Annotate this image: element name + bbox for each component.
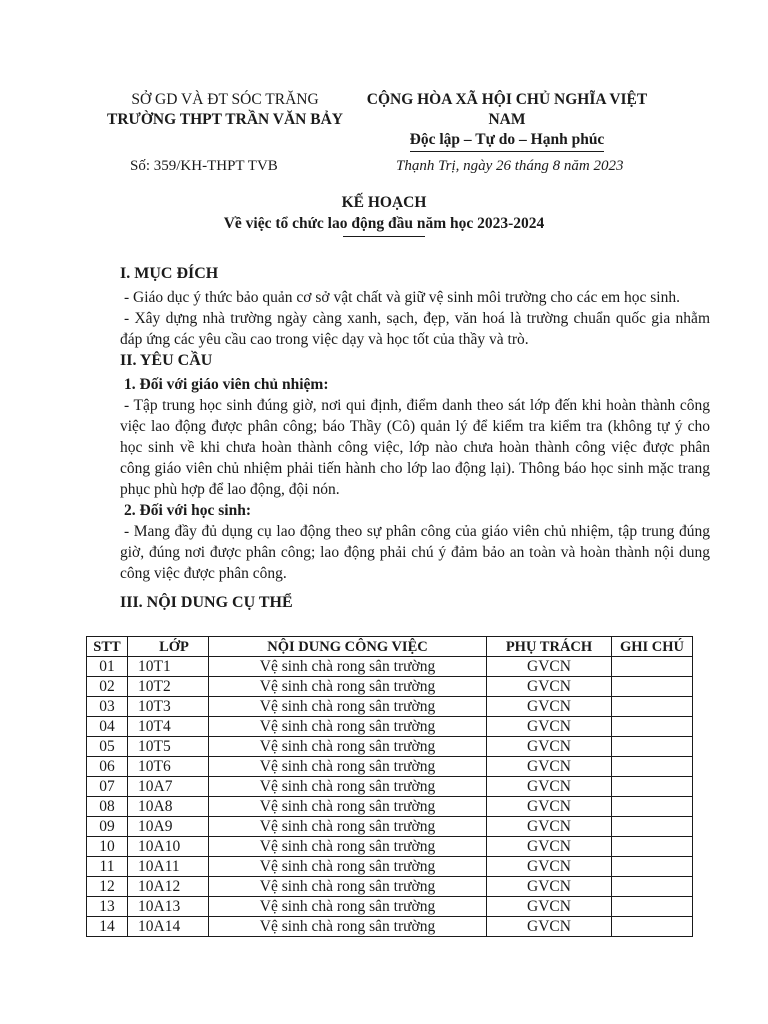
table-row: [87, 857, 693, 877]
assignment-table: [86, 636, 693, 937]
header-stt: STT: [87, 637, 128, 657]
row-notes: [612, 817, 693, 837]
row-notes: [612, 837, 693, 857]
row-stt: 10: [87, 837, 128, 857]
table-row: [87, 817, 693, 837]
row-notes: [612, 897, 693, 917]
row-in-charge: GVCN: [487, 717, 612, 737]
place-date: Thạnh Trị, ngày 26 tháng 8 năm 2023: [396, 158, 624, 174]
document-body: [120, 263, 710, 613]
table-row: [87, 757, 693, 777]
table-row: [87, 777, 693, 797]
row-in-charge: GVCN: [487, 697, 612, 717]
title-line-2: Về việc tổ chức lao động đầu năm học 2023-2024: [223, 215, 545, 232]
row-task: Vệ sinh chà rong sân trường: [209, 677, 487, 697]
row-stt: 12: [87, 877, 128, 897]
row-notes: [612, 657, 693, 677]
row-stt: 14: [87, 917, 128, 937]
row-in-charge: GVCN: [487, 757, 612, 777]
org-department: SỞ GD VÀ ĐT SÓC TRĂNG: [131, 91, 319, 108]
row-in-charge: GVCN: [487, 917, 612, 937]
row-task: Vệ sinh chà rong sân trường: [209, 837, 487, 857]
row-in-charge: GVCN: [487, 657, 612, 677]
header-in-charge: PHỤ TRÁCH: [487, 637, 612, 657]
org-school: TRƯỜNG THPT TRẦN VĂN BẢY: [107, 111, 343, 128]
issuing-organization: [90, 90, 360, 130]
row-class: 10A11: [128, 857, 209, 877]
row-stt: 07: [87, 777, 128, 797]
table-header-row: [87, 637, 693, 657]
row-in-charge: GVCN: [487, 817, 612, 837]
table-row: [87, 797, 693, 817]
row-class: 10T6: [128, 757, 209, 777]
table-row: [87, 677, 693, 697]
row-in-charge: GVCN: [487, 777, 612, 797]
row-class: 10A8: [128, 797, 209, 817]
row-task: Vệ sinh chà rong sân trường: [209, 697, 487, 717]
row-stt: 01: [87, 657, 128, 677]
row-task: Vệ sinh chà rong sân trường: [209, 897, 487, 917]
row-stt: 06: [87, 757, 128, 777]
row-in-charge: GVCN: [487, 677, 612, 697]
row-in-charge: GVCN: [487, 857, 612, 877]
row-in-charge: GVCN: [487, 797, 612, 817]
row-notes: [612, 717, 693, 737]
row-notes: [612, 877, 693, 897]
table-body: [87, 657, 693, 937]
table-row: [87, 737, 693, 757]
row-class: 10A9: [128, 817, 209, 837]
row-stt: 13: [87, 897, 128, 917]
row-task: Vệ sinh chà rong sân trường: [209, 877, 487, 897]
teachers-paragraph: - Tập trung học sinh đúng giờ, nơi qui định, điểm danh theo sát lớp đến khi hoàn thành công việc lao động được phân công; báo Thầy (Cô) quản lý để kiểm tra kiểm tra (không tự ý cho học sinh về khi chưa hoàn thành công việc, lớp nào chưa hoàn thành công việc được phân công giáo viên chủ nhiệm phải tiến hành cho lớp lao động lại). Thông báo học sinh mặc trang phục phù hợp để lao động, đội nón.: [120, 397, 710, 498]
row-stt: 03: [87, 697, 128, 717]
purpose-paragraph-1: - Giáo dục ý thức bảo quản cơ sở vật chất và giữ vệ sinh môi trường cho các em học sinh.: [124, 289, 680, 306]
row-in-charge: GVCN: [487, 737, 612, 757]
document-title: [0, 192, 768, 237]
row-task: Vệ sinh chà rong sân trường: [209, 857, 487, 877]
row-stt: 08: [87, 797, 128, 817]
subheading-teachers: 1. Đối với giáo viên chủ nhiệm:: [124, 376, 329, 393]
row-stt: 05: [87, 737, 128, 757]
section-heading-purpose: I. MỤC ĐÍCH: [120, 265, 219, 282]
document-number: Số: 359/KH-THPT TVB: [130, 158, 278, 174]
row-stt: 11: [87, 857, 128, 877]
row-in-charge: GVCN: [487, 837, 612, 857]
row-class: 10T4: [128, 717, 209, 737]
title-underline: [343, 236, 425, 237]
row-notes: [612, 917, 693, 937]
row-stt: 04: [87, 717, 128, 737]
subheading-students: 2. Đối với học sinh:: [124, 502, 252, 519]
table-row: [87, 837, 693, 857]
table-row: [87, 877, 693, 897]
students-paragraph: - Mang đầy đủ dụng cụ lao động theo sự phân công của giáo viên chủ nhiệm, tập trung đúng giờ, đúng nơi được phân công; lao động phải chú ý đảm bảo an toàn và hoàn thành nội dung công việc được phân công.: [120, 523, 710, 582]
table-row: [87, 697, 693, 717]
row-notes: [612, 757, 693, 777]
row-notes: [612, 777, 693, 797]
row-in-charge: GVCN: [487, 877, 612, 897]
row-notes: [612, 857, 693, 877]
row-task: Vệ sinh chà rong sân trường: [209, 917, 487, 937]
title-line-1: KẾ HOẠCH: [341, 194, 427, 211]
row-class: 10A12: [128, 877, 209, 897]
header-class: LỚP: [128, 637, 209, 657]
row-notes: [612, 797, 693, 817]
row-task: Vệ sinh chà rong sân trường: [209, 797, 487, 817]
row-task: Vệ sinh chà rong sân trường: [209, 737, 487, 757]
row-task: Vệ sinh chà rong sân trường: [209, 757, 487, 777]
row-class: 10A10: [128, 837, 209, 857]
row-notes: [612, 737, 693, 757]
row-task: Vệ sinh chà rong sân trường: [209, 817, 487, 837]
row-class: 10T2: [128, 677, 209, 697]
nation-name: CỘNG HÒA XÃ HỘI CHỦ NGHĨA VIỆT NAM: [366, 91, 648, 128]
row-task: Vệ sinh chà rong sân trường: [209, 717, 487, 737]
row-class: 10T3: [128, 697, 209, 717]
row-stt: 02: [87, 677, 128, 697]
row-class: 10T5: [128, 737, 209, 757]
table-row: [87, 917, 693, 937]
row-class: 10A14: [128, 917, 209, 937]
row-task: Vệ sinh chà rong sân trường: [209, 657, 487, 677]
section-heading-details: III. NỘI DUNG CỤ THỂ: [120, 594, 293, 611]
table-row: [87, 897, 693, 917]
national-header: [352, 90, 662, 152]
row-in-charge: GVCN: [487, 897, 612, 917]
purpose-paragraph-2: - Xây dựng nhà trường ngày càng xanh, sạch, đẹp, văn hoá là trường chuẩn quốc gia nhằm đáp ứng các yêu cầu cao trong việc dạy và học tốt của thầy và trò.: [120, 310, 710, 348]
national-motto: Độc lập – Tự do – Hạnh phúc: [410, 130, 605, 152]
header-notes: GHI CHÚ: [612, 637, 693, 657]
table-row: [87, 717, 693, 737]
section-heading-requirements: II. YÊU CẦU: [120, 352, 213, 369]
row-class: 10A13: [128, 897, 209, 917]
table-row: [87, 657, 693, 677]
row-notes: [612, 677, 693, 697]
row-stt: 09: [87, 817, 128, 837]
header-task: NỘI DUNG CÔNG VIỆC: [209, 637, 487, 657]
row-task: Vệ sinh chà rong sân trường: [209, 777, 487, 797]
row-class: 10A7: [128, 777, 209, 797]
row-class: 10T1: [128, 657, 209, 677]
row-notes: [612, 697, 693, 717]
